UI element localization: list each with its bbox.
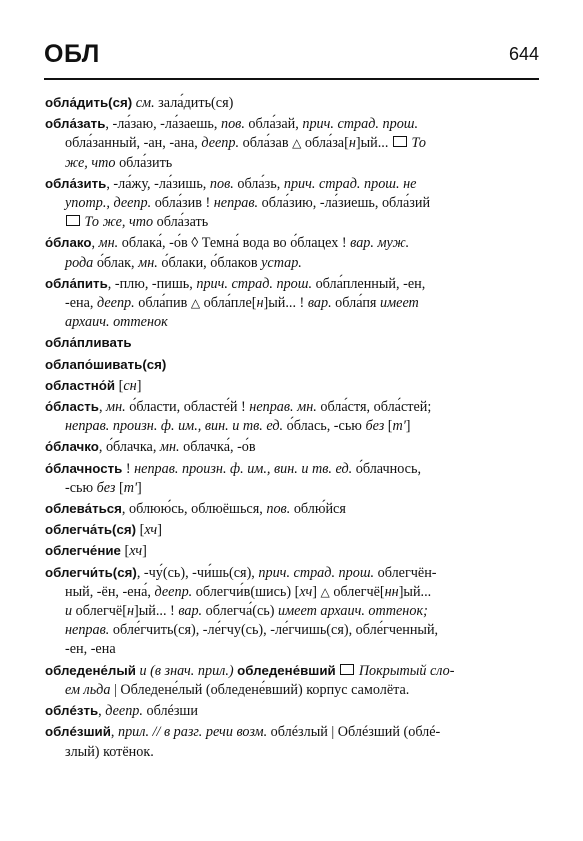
headword: облегче́ние <box>45 543 121 559</box>
entry-oblachko <box>45 437 539 457</box>
grammar-label: архаич. оттенок <box>65 314 168 331</box>
definition-square-icon <box>340 664 354 675</box>
grammar-label: н <box>126 603 134 620</box>
entry-line <box>45 313 539 332</box>
grammar-label: мн. <box>106 399 126 416</box>
entry-text: ]ый... ! <box>134 603 179 620</box>
entry-line <box>45 134 539 153</box>
entry-line <box>45 233 539 253</box>
entry-text: ] <box>142 543 147 560</box>
entry-oblevatsya <box>45 499 539 519</box>
entry-line <box>45 355 539 375</box>
entry-text: обла́пив <box>134 295 191 312</box>
entry-text: о́бласти, областе́й ! <box>125 399 250 416</box>
definition-square-icon <box>393 136 407 147</box>
entry-text: , облюю́сь, облюёшься, <box>121 501 267 518</box>
entry-oblako <box>45 233 539 272</box>
grammar-label: деепр. <box>201 135 240 152</box>
headword: облéзший <box>45 724 111 740</box>
entry-text: ! <box>122 460 135 477</box>
entry-text: , -ла́заю, -ла́заешь, <box>105 116 221 133</box>
grammar-label: прил. // в разг. речи возм. <box>117 724 268 741</box>
grammar-label: прич. страд. прош. не <box>283 175 417 192</box>
grammar-label: н <box>256 295 264 312</box>
entry-oblazat <box>45 114 539 173</box>
entry-text: облегчи́в(шись) [ <box>192 583 300 600</box>
grammar-label: неправ. мн. <box>249 399 317 416</box>
grammar-label: вар. <box>178 603 203 620</box>
grammar-label: прич. страд. прош. <box>196 275 313 292</box>
grammar-label: неправ. <box>65 622 110 639</box>
grammar-label: же, что <box>65 154 116 171</box>
entry-line <box>45 213 539 232</box>
headword: о́блачко <box>45 439 99 455</box>
headword: облегча́ть(ся) <box>45 522 137 538</box>
grammar-label: неправ. <box>213 195 259 212</box>
entry-text: обла́пле[ <box>200 295 257 312</box>
entry-text: обла́зь, <box>233 175 284 192</box>
entry-text <box>336 663 340 679</box>
headword: обла́дить(ся) <box>45 95 133 110</box>
entry-text: | Обледене́лый (обледене́вший) корпус самолёта. <box>110 681 410 698</box>
headword: обледене́лый <box>45 662 136 678</box>
entry-text: , <box>98 703 106 720</box>
entry-line <box>45 114 539 134</box>
grammar-label: мн. <box>159 439 180 456</box>
headword: облегчи́ть(ся) <box>45 564 137 580</box>
grammar-label: хч <box>299 583 313 600</box>
grammar-label: неправ. произн. ф. им., вин. и тв. ед. <box>134 460 353 477</box>
entry-line <box>45 520 539 540</box>
grammar-label: деепр. <box>97 295 135 312</box>
grammar-label: ем льда <box>65 681 111 698</box>
headword: облапо́шивать(ся) <box>45 356 167 372</box>
grammar-label: деепр. <box>154 583 193 600</box>
entry-text: злый) котёнок. <box>65 743 154 760</box>
entry-text: , -чу́(сь), -чи́шь(ся), <box>136 564 259 581</box>
grammar-label: вар. муж. <box>350 235 410 252</box>
entry-line <box>45 93 539 113</box>
grammar-label: и <box>65 603 73 620</box>
entry-text: обла́зав <box>239 135 293 152</box>
running-head: ОБЛ <box>44 40 100 68</box>
entry-line <box>45 333 539 353</box>
entry-oblezt <box>45 701 539 721</box>
entry-text: о́блак, <box>93 254 139 271</box>
triangle-icon: △ <box>292 136 302 151</box>
entry-text: , -плю, -пишь, <box>107 275 197 292</box>
entry-line <box>45 621 539 640</box>
grammar-label: прич. страд. прош. <box>302 116 419 133</box>
entry-text: [ <box>120 543 130 560</box>
grammar-label: имеет <box>380 295 419 312</box>
entry-oblegchenie <box>45 541 539 561</box>
entry-text: , <box>91 235 99 252</box>
grammar-label: прич. страд. прош. <box>258 564 375 581</box>
grammar-label: То <box>411 135 426 152</box>
grammar-label: мн. <box>98 235 119 252</box>
grammar-label: пов. <box>209 175 234 192</box>
entry-line <box>45 743 539 762</box>
entry-text: ] <box>312 583 321 600</box>
entry-obladit <box>45 93 539 113</box>
header-rule <box>44 78 539 80</box>
grammar-label: рода <box>65 254 94 271</box>
grammar-label: сн <box>123 377 137 394</box>
entry-oblazit <box>45 174 539 233</box>
grammar-label: имеет архаич. оттенок; <box>278 603 428 620</box>
entry-line <box>45 583 539 602</box>
entry-line <box>45 376 539 396</box>
grammar-label: нн <box>384 583 399 600</box>
entry-line <box>45 563 539 583</box>
entry-text: облегчё[ <box>329 583 385 600</box>
triangle-icon: △ <box>320 584 330 599</box>
entry-text: , -ла́жу, -ла́зишь, <box>106 175 210 192</box>
grammar-label: То же, что <box>84 214 154 231</box>
grammar-label: деепр. <box>105 703 143 720</box>
grammar-label: хч <box>144 522 158 539</box>
entry-text: обла́пленный, -ен, <box>312 275 426 292</box>
entry-line <box>45 602 539 621</box>
triangle-icon: △ <box>190 296 201 311</box>
entry-text: обла́за[ <box>301 135 349 152</box>
headword: обла́пить <box>45 275 108 291</box>
grammar-label: устар. <box>261 254 302 271</box>
entry-line <box>45 154 539 173</box>
entry-line <box>45 437 539 457</box>
entry-text: зала́дить(ся) <box>154 95 234 111</box>
entry-line <box>45 459 539 479</box>
entry-oblast <box>45 397 539 436</box>
entry-text: , <box>110 724 118 741</box>
entry-text: -ен, -ена <box>65 641 116 658</box>
entry-line <box>45 701 539 721</box>
entry-line <box>45 541 539 561</box>
entry-text: облегча́(сь) <box>202 603 279 620</box>
entry-text: , <box>98 399 107 416</box>
entry-text: , о́блачка, <box>98 439 160 456</box>
entry-text: облегчён- <box>374 564 437 581</box>
grammar-label: и (в знач. прил.) <box>139 662 234 679</box>
grammar-label: без <box>96 479 116 496</box>
entry-text: [ <box>115 479 124 496</box>
entry-text: облю́йся <box>290 501 346 518</box>
entry-line <box>45 397 539 417</box>
entry-text: облегчё[ <box>72 603 127 620</box>
headword: о́блако <box>45 235 92 251</box>
grammar-label: н <box>348 135 356 152</box>
grammar-label: пов. <box>220 116 245 133</box>
entry-text: [ <box>384 418 393 435</box>
entry-text: облачка́, -о́в <box>179 439 256 456</box>
grammar-label: хч <box>129 543 143 560</box>
entry-text: обла́стя, обла́стей; <box>316 399 432 416</box>
grammar-label: мн. <box>138 254 158 271</box>
entry-text: ] <box>136 479 142 496</box>
entry-oblegchit <box>45 563 539 660</box>
grammar-label: употр., деепр. <box>65 195 152 212</box>
entry-oblapit <box>45 274 539 333</box>
definition-square-icon <box>66 215 80 226</box>
entry-text: обла́зать <box>153 214 209 231</box>
entry-oblegchat <box>45 520 539 540</box>
entry-line <box>45 661 539 681</box>
entry-text: ]ый... <box>355 135 392 152</box>
headword: обледене́вший <box>237 662 336 678</box>
entry-obleszshiy <box>45 722 539 761</box>
grammar-label: Покрытый сло- <box>358 662 455 679</box>
page-number: 644 <box>508 44 539 64</box>
entry-line <box>45 681 539 700</box>
entry-text: обла́занный, -ан, -ана, <box>65 135 202 152</box>
entry-line <box>45 417 539 436</box>
headword: о́бласть <box>45 399 99 415</box>
entry-text: ] <box>136 377 142 394</box>
grammar-label: см. <box>135 95 155 111</box>
entry-text: ] <box>405 418 411 435</box>
entry-oblachnost <box>45 459 539 498</box>
grammar-label: т' <box>392 418 406 435</box>
entry-text: ] <box>157 522 162 539</box>
entry-text: о́блась, -сью <box>283 418 366 435</box>
headword: облéзть <box>45 703 99 719</box>
entry-text: обла́зай, <box>244 116 303 133</box>
entry-line <box>45 294 539 313</box>
entry-oblaplivat <box>45 333 539 353</box>
entry-text: ный, -ён, -ена́, <box>65 583 155 600</box>
entry-line <box>45 194 539 213</box>
headword: о́блачность <box>45 460 123 476</box>
entry-oblaposhivat <box>45 355 539 375</box>
entry-oblastnoy <box>45 376 539 396</box>
entry-text: ]ый... <box>398 583 432 600</box>
entry-text: обле́гчить(ся), -ле́гчу(сь), -ле́гчишь(ся), обле́гченный, <box>109 622 439 639</box>
entry-text: обла́зию, -ла́зиешь, обла́зий <box>258 195 431 212</box>
headword: областно́й <box>45 377 116 393</box>
entry-text: о́блачнось, <box>352 460 421 477</box>
headword: обла́пливать <box>45 335 132 351</box>
entry-text: -сью <box>65 479 97 496</box>
headword: облева́ться <box>45 501 122 517</box>
entry-text: обла́зить <box>115 154 173 171</box>
grammar-label: т' <box>123 479 137 496</box>
grammar-label: без <box>365 418 385 435</box>
entry-text: обла́зив ! <box>151 195 214 212</box>
entry-text: -ена, <box>65 295 98 312</box>
entry-text: облéзлый | Облéзший (облé- <box>267 724 441 741</box>
entry-line <box>45 722 539 742</box>
entry-obledenely <box>45 661 539 700</box>
entry-text: обла́пя <box>331 295 380 312</box>
entry-line <box>45 499 539 519</box>
entry-line <box>45 640 539 659</box>
entry-line <box>45 254 539 273</box>
grammar-label: вар. <box>307 295 332 312</box>
grammar-label: неправ. произн. ф. им., вин. и тв. ед. <box>65 418 284 435</box>
entry-line <box>45 274 539 294</box>
grammar-label: пов. <box>266 501 291 518</box>
entry-text: [ <box>136 522 145 539</box>
entry-line <box>45 479 539 498</box>
entry-text: облака́, -о́в ◊ Темна́ вода во о́блацех ! <box>118 235 351 252</box>
entry-text: облéзши <box>142 703 198 720</box>
headword: обла́зить <box>45 175 107 191</box>
entry-text: ]ый... ! <box>263 295 308 312</box>
entry-text: о́блаки, о́блаков <box>157 254 262 271</box>
headword: обла́зать <box>45 116 106 132</box>
entry-text: [ <box>115 377 124 394</box>
entry-line <box>45 174 539 194</box>
entries-column <box>45 93 539 763</box>
